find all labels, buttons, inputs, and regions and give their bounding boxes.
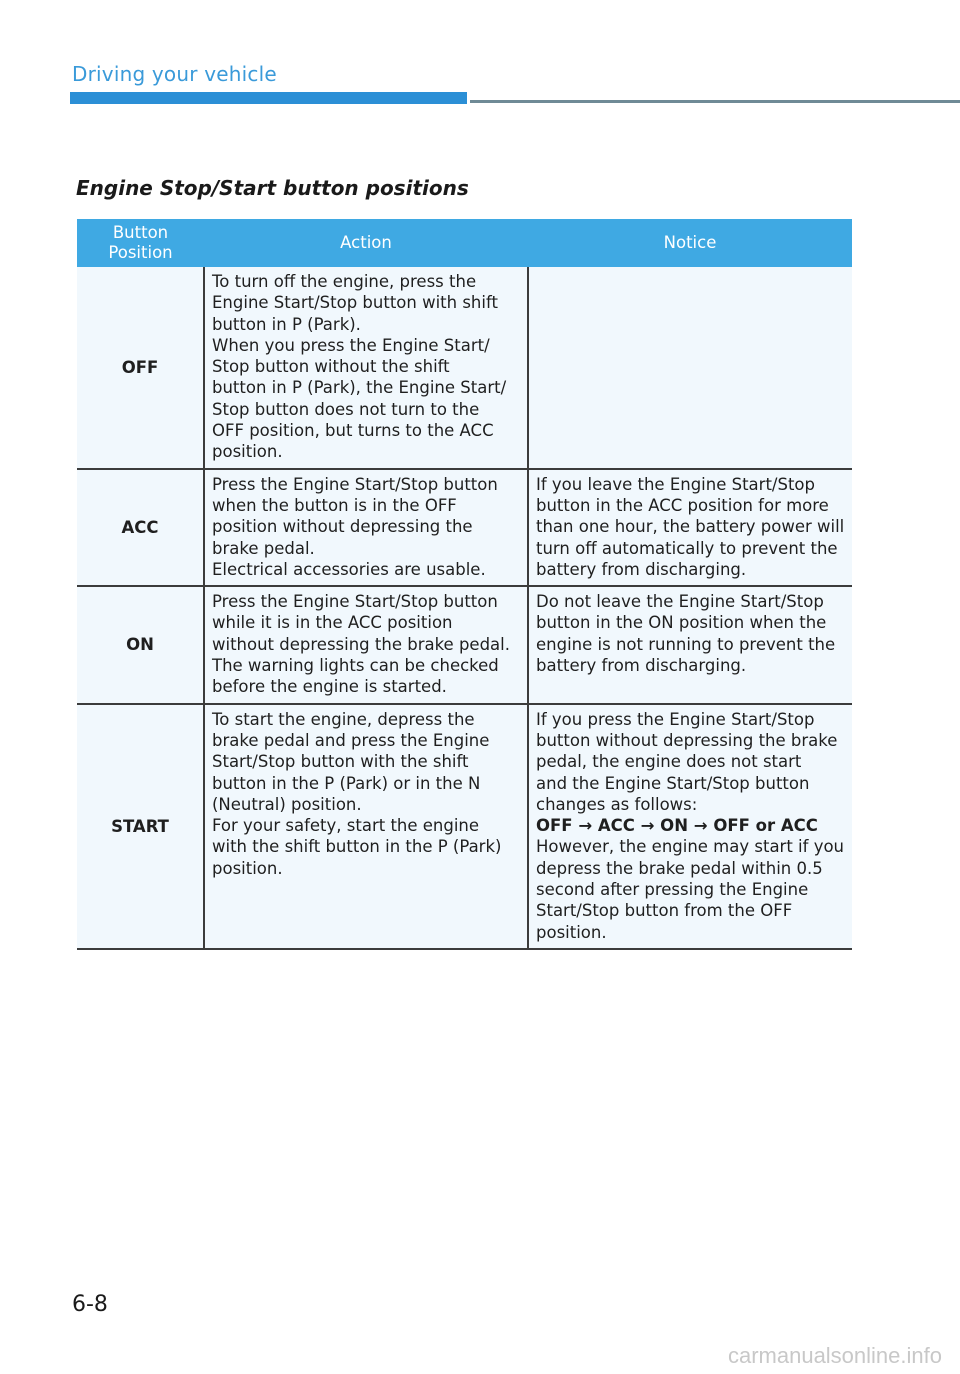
notice-cell (528, 469, 852, 586)
section-title: Engine Stop/Start button positions (76, 176, 469, 200)
action-text-line: before the engine is started. (212, 677, 447, 697)
action-text-line: When you press the Engine Start/ (212, 335, 490, 355)
action-text-line: Stop button does not turn to the (212, 399, 480, 419)
action-text-line: position without depressing the (212, 517, 473, 537)
action-text-line: (Neutral) position. (212, 794, 362, 814)
position-cell: ACC (77, 469, 204, 586)
action-text-line: Stop button without the shift (212, 357, 450, 377)
notice-cell (528, 586, 852, 703)
notice-text-line: However, the engine may start if you (536, 837, 845, 857)
notice-text-line: position. (536, 922, 607, 942)
notice-text-line: depress the brake pedal within 0.5 (536, 858, 823, 878)
notice-text-line: and the Engine Start/Stop button (536, 773, 810, 793)
header-button-position (77, 219, 204, 267)
notice-text-line: pedal, the engine does not start (536, 752, 802, 772)
button-positions-table (77, 219, 852, 950)
notice-text-line: button in the ON position when the (536, 613, 827, 633)
action-cell (204, 267, 528, 469)
action-text-line: button in P (Park), the Engine Start/ (212, 378, 507, 398)
notice-text-line: second after pressing the Engine (536, 880, 809, 900)
action-text-line: Start/Stop button with the shift (212, 752, 469, 772)
notice-text-line: If you leave the Engine Start/Stop (536, 474, 815, 494)
notice-text-line: button in the ACC position for more (536, 495, 829, 515)
notice-text-line: Do not leave the Engine Start/Stop (536, 592, 824, 612)
action-text-line: brake pedal and press the Engine (212, 730, 490, 750)
action-text-line: position. (212, 442, 283, 462)
notice-cell (528, 704, 852, 949)
notice-text-line: than one hour, the battery power will (536, 517, 845, 537)
header-action: Action (204, 219, 528, 267)
action-text-line: To start the engine, depress the (212, 709, 475, 729)
action-cell (204, 586, 528, 703)
header-accent-bar (70, 92, 467, 104)
position-cell: OFF (77, 267, 204, 469)
position-cell: ON (77, 586, 204, 703)
action-text-line: For your safety, start the engine (212, 816, 480, 836)
action-text-line: To turn off the engine, press the (212, 272, 477, 291)
action-text-line: button in the P (Park) or in the N (212, 773, 481, 793)
action-text-line: when the button is in the OFF (212, 495, 457, 515)
notice-text-line: turn off automatically to prevent the (536, 538, 838, 558)
action-text-line: brake pedal. (212, 538, 315, 558)
notice-text-line: engine is not running to prevent the (536, 634, 836, 654)
action-text-line: Press the Engine Start/Stop button (212, 474, 498, 494)
action-text-line: OFF position, but turns to the ACC (212, 421, 494, 441)
notice-text-line: OFF → ACC → ON → OFF or ACC (536, 816, 818, 836)
notice-text-line: battery from discharging. (536, 559, 747, 579)
header-notice: Notice (528, 219, 852, 267)
action-text-line: while it is in the ACC position (212, 613, 453, 633)
action-text-line: Press the Engine Start/Stop button (212, 592, 498, 612)
notice-text-line: If you press the Engine Start/Stop (536, 709, 815, 729)
header-divider (470, 100, 960, 103)
action-text-line: position. (212, 858, 283, 878)
notice-text-line: button without depressing the brake (536, 730, 838, 750)
notice-cell (528, 267, 852, 469)
notice-text-line: battery from discharging. (536, 656, 747, 676)
table-row (77, 267, 852, 469)
notice-text-line: changes as follows: (536, 794, 698, 814)
watermark: carmanualsonline.info (727, 1343, 942, 1368)
table-row (77, 469, 852, 586)
action-text-line: The warning lights can be checked (212, 656, 499, 676)
action-text-line: button in P (Park). (212, 314, 361, 334)
position-cell: START (77, 704, 204, 949)
header-button-position-label: Button Position (108, 223, 173, 262)
table-row (77, 704, 852, 949)
notice-text-line: Start/Stop button from the OFF (536, 901, 793, 921)
page-number: 6-8 (72, 1292, 108, 1317)
chapter-title: Driving your vehicle (72, 62, 277, 86)
table-header-row (77, 219, 852, 267)
action-text-line: with the shift button in the P (Park) (212, 837, 502, 857)
action-text-line: without depressing the brake pedal. (212, 634, 510, 654)
action-cell (204, 469, 528, 586)
action-text-line: Electrical accessories are usable. (212, 559, 486, 579)
action-cell (204, 704, 528, 949)
table-row (77, 586, 852, 703)
action-text-line: Engine Start/Stop button with shift (212, 293, 498, 313)
